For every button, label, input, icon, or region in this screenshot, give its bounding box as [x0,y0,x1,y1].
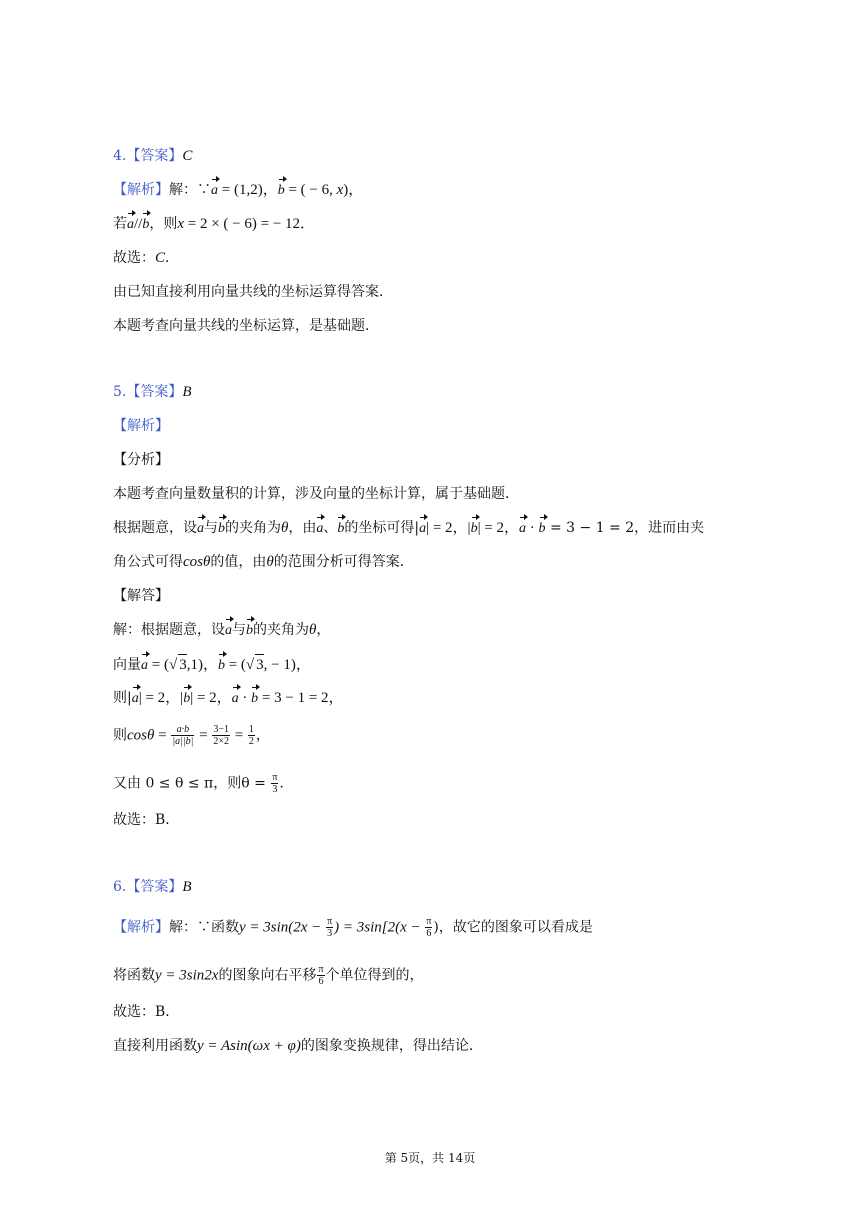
text: = ( − 6, [284,182,337,198]
text: ，则 [149,216,178,232]
vector-a: a [211,181,218,201]
text: 角公式可得 [113,554,183,570]
sqrt-sign: √ [245,657,255,673]
formula: ) = 3sin[2(x − [334,919,425,936]
text: · [238,690,252,706]
text: = [230,727,247,744]
text: = (1,2)， [218,182,278,198]
q5-number: 5. [113,384,127,400]
text: 向量 [113,657,141,673]
q5-solution-line4 [113,724,270,747]
text: 、 [323,520,338,536]
vector-b: b [142,215,149,235]
text: 的坐标可得| [344,520,420,536]
q6-answer-heading [113,877,192,897]
q4-answer: C [182,148,193,164]
page-footer: 第 5页，共 14页 [384,1151,476,1165]
text: 解：∵ [169,182,211,198]
cos-theta: cosθ [183,554,211,570]
text: 的图象向右平移 [218,967,317,984]
text: 若 [113,216,127,232]
q5-answer-heading [113,382,192,402]
vector-a: a [519,519,526,539]
text: | = 2， [190,690,232,706]
choice-letter: C [155,250,166,266]
q6-answer-tag: 【答案】 [126,879,183,895]
text: ， [316,622,331,638]
denominator: 6 [318,976,324,987]
cos-theta: cosθ [127,727,155,744]
q4-answer-tag: 【答案】 [126,148,183,164]
vector-b: b [337,519,344,539]
text: 则 [113,727,127,744]
text: ． [165,250,180,266]
text: 根据题意，设 [113,520,197,536]
sqrt-sign: √ [168,657,178,673]
vector-b: b [183,689,190,709]
q5-solution-line5 [113,772,284,795]
q6-analysis-tag: 【解析】 [113,919,169,936]
fraction-pi-over-3 [326,916,333,939]
q6-analysis-line1 [113,916,593,939]
formula: y = 3sin(2x − [239,919,326,936]
q6-method-line [113,1036,483,1056]
vector-a: a [316,519,323,539]
vector-b: b [246,621,253,641]
q4-analysis-line2 [113,214,315,235]
text: , − 1)， [263,657,311,673]
q4-choice-line [113,248,179,268]
variable-x: x [177,216,185,232]
numerator: 1 [248,724,254,735]
text: 直接利用函数 [113,1038,197,1054]
sqrt-content: 3 [255,654,264,675]
text: 与 [232,622,246,638]
text: ，由 [288,520,317,536]
numerator: π [426,916,432,927]
denominator: 6 [426,928,432,939]
q6-answer: B [182,879,192,895]
text: = ( [224,657,246,673]
q4-analysis-tag: 【解析】 [113,182,169,198]
text: ， [255,727,270,744]
fraction-pi-over-3 [271,772,278,795]
text: = ( [148,657,169,673]
formula: y = 3sin2x [155,967,219,984]
numerator: a·b [171,724,194,736]
text: 解：∵函数 [169,919,239,936]
fraction-half [248,724,255,747]
text: 与 [204,520,218,536]
text: · [526,520,539,536]
text: = [154,727,171,744]
text: // [134,216,143,232]
text: . [279,775,284,792]
text: = 3 − 1 = 2， [258,690,344,706]
vector-a: a [232,689,239,709]
q5-answer: B [182,384,192,400]
text: 个单位得到的， [325,967,424,984]
text: 故选： [113,1004,155,1020]
q5-solution-line1 [113,620,330,641]
theta: θ [281,520,289,536]
fraction-pi-over-6 [317,964,324,987]
text: 又由 0 ≤ θ ≤ π，则θ = [113,775,271,792]
variable-x: x [336,182,344,198]
text: 故选： [113,812,155,828]
vector-a: a [132,689,139,709]
q4-method-line: 由已知直接利用向量共线的坐标运算得答案． [113,284,393,300]
text: = [195,727,212,744]
q4-summary-line: 本题考查向量共线的坐标运算，是基础题． [113,318,379,334]
vector-a: a [419,519,426,539]
numerator: π [272,772,278,783]
text: )，故它的图象可以看成是 [433,919,593,936]
text: 将函数 [113,967,155,984]
q5-fenxi-line2 [113,518,704,539]
vector-a: a [225,621,232,641]
numerator: 3−1 [213,724,229,735]
vector-a: a [127,215,134,235]
text: ． [165,812,180,828]
denominator: 3 [327,928,333,939]
choice-letter: B [155,1004,166,1020]
fraction-values [212,724,230,747]
q5-fenxi-line1: 本题考查向量数量积的计算，涉及向量的坐标计算，属于基础题． [113,486,519,502]
numerator: π [327,916,333,927]
q4-answer-heading [113,146,192,166]
text: )， [343,182,364,198]
q5-fenxi-line3 [113,552,414,572]
q5-fenxi-tag: 【分析】 [113,452,169,468]
sqrt-content: 3 [178,654,187,675]
q5-choice-line [113,810,179,830]
choice-letter: B [155,812,166,828]
q5-analysis-tag: 【解析】 [113,418,169,434]
text: 则| [113,690,132,706]
vector-b: b [218,656,225,676]
text: 的夹角为 [253,622,309,638]
q5-answer-tag: 【答案】 [126,384,183,400]
text: 的夹角为 [225,520,281,536]
text: = 3 − 1 = 2，进而由夹 [545,520,705,536]
text: 故选： [113,250,155,266]
q6-number: 6. [113,879,127,895]
text: 的图象变换规律，得出结论． [300,1038,483,1054]
text: | = 2， [477,520,520,536]
text: | = 2，| [138,690,184,706]
vector-b: b [251,689,258,709]
numerator: π [318,964,324,975]
text: 的值，由 [210,554,267,570]
denominator: 3 [272,784,278,795]
q5-solution-line2 [113,654,311,676]
q6-analysis-line2 [113,964,424,987]
q6-choice-line [113,1002,179,1022]
vector-a: a [141,656,148,676]
q4-analysis-line1 [113,180,363,201]
vector-b: b [471,519,478,539]
q5-jieda-tag: 【解答】 [113,588,169,604]
denominator: 2×2 [213,736,229,747]
fraction-pi-over-6 [425,916,432,939]
q4-number: 4. [113,148,127,164]
text: 解：根据题意，设 [113,622,225,638]
denominator: |a||b| [172,736,194,747]
q5-solution-line3 [113,688,344,709]
text: | = 2，| [426,520,471,536]
denominator: 2 [248,736,254,747]
fraction-dot-over-norms [171,724,194,747]
vector-b: b [278,181,285,201]
text: 的范围分析可得答案． [273,554,414,570]
vector-b: b [218,519,225,539]
vector-b: b [539,519,546,539]
text: ． [165,1004,180,1020]
text: ,1)， [186,657,218,673]
formula: y = Asin(ωx + φ) [197,1038,301,1054]
text: = 2 × ( − 6) = − 12． [184,216,316,232]
theta: θ [309,622,317,638]
theta: θ [266,554,274,570]
vector-a: a [197,519,204,539]
